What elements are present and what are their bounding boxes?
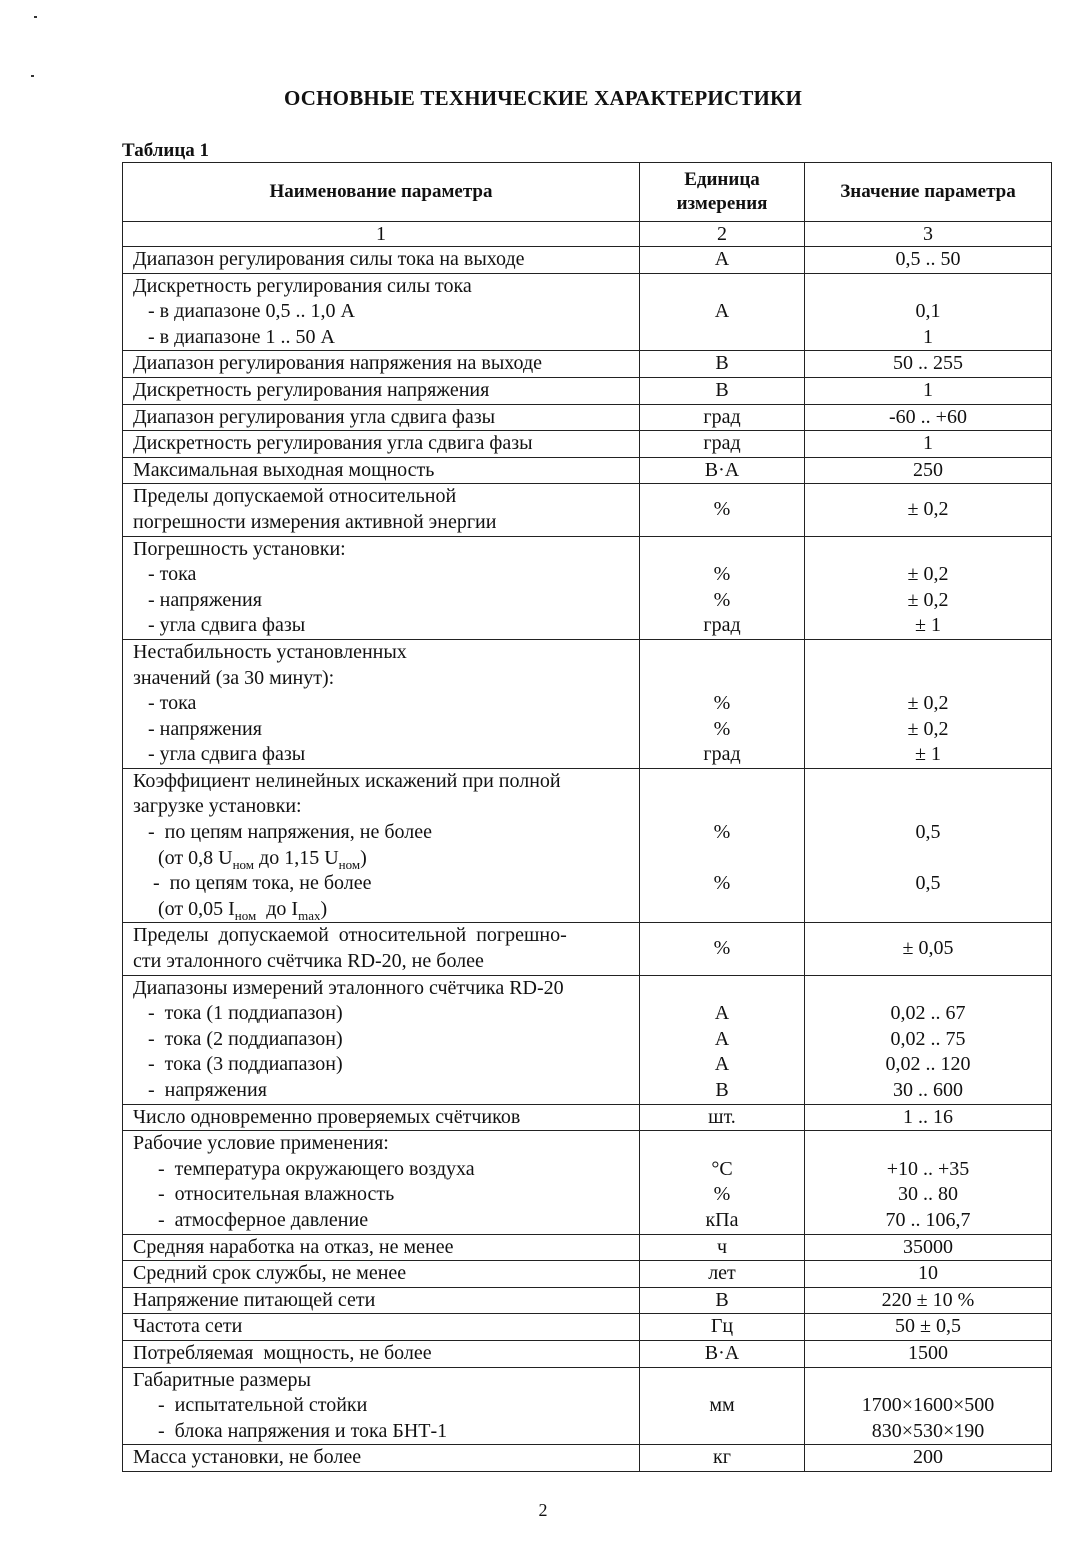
parameter-cell bbox=[123, 431, 640, 458]
scan-speck bbox=[34, 16, 37, 18]
value-line bbox=[815, 1368, 1041, 1394]
parameter-line: Средний срок службы, не менее bbox=[133, 1262, 407, 1285]
unit-line: кг bbox=[713, 1446, 731, 1469]
value-cell bbox=[805, 247, 1052, 274]
unit-line: мм bbox=[709, 1394, 735, 1417]
unit-line bbox=[650, 640, 794, 666]
unit-cell bbox=[640, 1340, 805, 1367]
table-row bbox=[123, 1131, 1052, 1234]
unit-line: шт. bbox=[708, 1105, 736, 1128]
parameter-cell bbox=[123, 536, 640, 639]
parameter-line: Диапазоны измерений эталонного счётчика RD-20 bbox=[133, 976, 564, 999]
header-value: Значение параметра bbox=[805, 163, 1052, 222]
value-line: ± 0,05 bbox=[902, 937, 954, 960]
value-line bbox=[815, 976, 1041, 1002]
value-cell bbox=[805, 768, 1052, 923]
parameter-cell bbox=[123, 1131, 640, 1234]
unit-line bbox=[650, 794, 794, 820]
table-row bbox=[123, 639, 1052, 768]
table-row bbox=[123, 1314, 1052, 1341]
parameter-line: Дискретность регулирования напряжения bbox=[133, 378, 490, 401]
unit-line: А bbox=[714, 1053, 730, 1076]
unit-cell bbox=[640, 1261, 805, 1288]
table-row bbox=[123, 377, 1052, 404]
parameter-line: (от 0,8 $U_{ном}$ до 1,15 $U_{ном}$) bbox=[133, 846, 367, 872]
unit-cell bbox=[640, 431, 805, 458]
value-line: ± 1 bbox=[915, 614, 941, 637]
unit-line: °С bbox=[711, 1157, 733, 1180]
table-row bbox=[123, 484, 1052, 536]
parameter-line: Коэффициент нелинейных искажений при полной bbox=[133, 769, 561, 792]
unit-cell bbox=[640, 923, 805, 975]
column-number: 1 bbox=[123, 222, 640, 247]
unit-line: % bbox=[713, 563, 731, 586]
table-row bbox=[123, 1367, 1052, 1445]
parameter-line: погрешности измерения активной энергии bbox=[133, 510, 497, 533]
table-row bbox=[123, 351, 1052, 378]
unit-line: А bbox=[714, 1002, 730, 1025]
value-line: 30 .. 600 bbox=[893, 1079, 963, 1101]
parameter-line: загрузке установки: bbox=[133, 795, 302, 818]
page-title: ОСНОВНЫЕ ТЕХНИЧЕСКИЕ ХАРАКТЕРИСТИКИ bbox=[283, 86, 802, 110]
column-number-row bbox=[123, 222, 1052, 247]
table-row bbox=[123, 975, 1052, 1104]
value-cell bbox=[805, 351, 1052, 378]
value-line: 35000 bbox=[903, 1235, 953, 1258]
unit-line: град bbox=[703, 614, 741, 637]
table-row bbox=[123, 404, 1052, 431]
unit-cell bbox=[640, 484, 805, 536]
table-row bbox=[123, 431, 1052, 458]
parameter-line: - тока (2 поддиапазон) bbox=[133, 1027, 343, 1050]
unit-line: кПа bbox=[705, 1208, 739, 1231]
unit-cell bbox=[640, 1287, 805, 1314]
value-line bbox=[815, 846, 1041, 872]
unit-line: % bbox=[713, 1183, 731, 1206]
header-unit bbox=[640, 163, 805, 222]
parameter-cell bbox=[123, 1314, 640, 1341]
parameter-cell bbox=[123, 273, 640, 351]
parameter-line: - тока bbox=[133, 563, 197, 586]
value-line bbox=[815, 537, 1041, 563]
unit-cell bbox=[640, 1234, 805, 1261]
unit-line bbox=[650, 897, 794, 923]
parameter-line: значений (за 30 минут): bbox=[133, 666, 335, 689]
parameter-line: Пределы допускаемой относительной bbox=[133, 485, 457, 508]
unit-line bbox=[650, 666, 794, 692]
value-line: 50 .. 255 bbox=[893, 352, 963, 375]
value-cell bbox=[805, 1367, 1052, 1445]
value-cell bbox=[805, 1104, 1052, 1131]
parameter-cell bbox=[123, 1367, 640, 1445]
parameter-cell bbox=[123, 1104, 640, 1131]
unit-line bbox=[650, 976, 794, 1002]
unit-line bbox=[650, 769, 794, 795]
parameter-line: Максимальная выходная мощность bbox=[133, 458, 435, 481]
unit-line: % bbox=[713, 588, 731, 611]
parameter-cell bbox=[123, 1261, 640, 1288]
spec-table bbox=[122, 162, 1052, 1472]
value-line: 250 bbox=[913, 458, 943, 481]
value-cell bbox=[805, 404, 1052, 431]
value-cell bbox=[805, 1445, 1052, 1472]
parameter-line: Число одновременно проверяемых счётчиков bbox=[133, 1105, 521, 1128]
parameter-line: Средняя наработка на отказ, не менее bbox=[133, 1235, 454, 1258]
parameter-cell bbox=[123, 247, 640, 274]
header-unit-line: измерения bbox=[676, 193, 768, 214]
parameter-cell bbox=[123, 351, 640, 378]
unit-line: Гц bbox=[710, 1315, 734, 1338]
value-cell bbox=[805, 975, 1052, 1104]
value-cell bbox=[805, 1261, 1052, 1288]
value-line bbox=[815, 666, 1041, 692]
parameter-cell bbox=[123, 404, 640, 431]
unit-line: А bbox=[714, 248, 730, 270]
unit-line: % bbox=[713, 937, 731, 960]
parameter-cell bbox=[123, 457, 640, 484]
parameter-line: Диапазон регулирования угла сдвига фазы bbox=[133, 405, 496, 428]
value-line bbox=[815, 640, 1041, 666]
table-row bbox=[123, 457, 1052, 484]
value-line: 0,5 bbox=[915, 872, 941, 895]
unit-line bbox=[650, 1419, 794, 1445]
parameter-line: - напряжения bbox=[133, 1079, 267, 1101]
value-cell bbox=[805, 536, 1052, 639]
value-line: 1700×1600×500 bbox=[861, 1394, 995, 1417]
value-cell bbox=[805, 431, 1052, 458]
unit-line bbox=[650, 1368, 794, 1394]
parameter-line: Дискретность регулирования силы тока bbox=[133, 274, 472, 297]
unit-line: лет bbox=[708, 1262, 736, 1285]
unit-cell bbox=[640, 377, 805, 404]
parameter-line: - блока напряжения и тока БНТ-1 bbox=[133, 1419, 448, 1442]
parameter-line: (от 0,05 $I_{ном}$ до $I_{max}$) bbox=[133, 897, 328, 923]
parameter-cell bbox=[123, 484, 640, 536]
value-line bbox=[815, 769, 1041, 795]
unit-line bbox=[650, 1131, 794, 1157]
value-line: 0,5 .. 50 bbox=[895, 248, 961, 270]
page-number: 2 bbox=[538, 1500, 548, 1520]
value-cell bbox=[805, 1314, 1052, 1341]
parameter-line: Погрешность установки: bbox=[133, 537, 346, 560]
value-line bbox=[815, 274, 1041, 300]
value-line: +10 .. +35 bbox=[886, 1157, 970, 1180]
table-row bbox=[123, 273, 1052, 351]
parameter-line: - напряжения bbox=[133, 588, 262, 611]
parameter-cell bbox=[123, 923, 640, 975]
table-row bbox=[123, 1234, 1052, 1261]
parameter-line: Нестабильность установленных bbox=[133, 640, 407, 663]
parameter-line: Потребляемая мощность, не более bbox=[133, 1341, 432, 1364]
parameter-cell bbox=[123, 1287, 640, 1314]
unit-cell bbox=[640, 1445, 805, 1472]
parameter-line: - тока bbox=[133, 692, 197, 715]
header-unit-line: Единица bbox=[684, 169, 760, 190]
parameter-cell bbox=[123, 975, 640, 1104]
parameter-line: - по цепям напряжения, не более bbox=[133, 821, 432, 844]
table-caption: Таблица 1 bbox=[122, 140, 210, 161]
unit-line bbox=[650, 537, 794, 563]
unit-cell bbox=[640, 404, 805, 431]
unit-cell bbox=[640, 1367, 805, 1445]
value-line: ± 0,2 bbox=[907, 588, 949, 611]
value-line: 200 bbox=[913, 1446, 943, 1469]
parameter-line: - в диапазоне 0,5 .. 1,0 А bbox=[133, 300, 355, 323]
parameter-line: сти эталонного счётчика RD-20, не более bbox=[133, 950, 484, 973]
value-line: 830×530×190 bbox=[871, 1419, 985, 1442]
unit-line: ч bbox=[716, 1235, 728, 1258]
value-cell bbox=[805, 273, 1052, 351]
scan-speck bbox=[31, 75, 34, 77]
value-line: ± 0,2 bbox=[907, 498, 949, 521]
unit-cell bbox=[640, 1314, 805, 1341]
value-line: 10 bbox=[918, 1262, 938, 1285]
unit-line: % bbox=[713, 692, 731, 715]
unit-line: % bbox=[713, 821, 731, 844]
value-line bbox=[815, 897, 1041, 923]
parameter-line: Напряжение питающей сети bbox=[133, 1288, 376, 1311]
parameter-line: - относительная влажность bbox=[133, 1183, 395, 1206]
parameter-cell bbox=[123, 768, 640, 923]
unit-cell bbox=[640, 768, 805, 923]
parameter-line: - напряжения bbox=[133, 717, 262, 740]
header-parameter: Наименование параметра bbox=[123, 163, 640, 222]
unit-line: А bbox=[714, 300, 730, 323]
value-line: 1 bbox=[923, 325, 933, 348]
parameter-cell bbox=[123, 639, 640, 768]
unit-line: В·А bbox=[704, 458, 740, 481]
value-line: 1 .. 16 bbox=[903, 1105, 953, 1128]
table-row bbox=[123, 1261, 1052, 1288]
table-row bbox=[123, 923, 1052, 975]
parameter-line: - температура окружающего воздуха bbox=[133, 1157, 475, 1180]
unit-line: В bbox=[715, 352, 729, 375]
column-number: 2 bbox=[640, 222, 805, 247]
value-line: 1 bbox=[923, 432, 933, 455]
parameter-line: Диапазон регулирования напряжения на выходе bbox=[133, 352, 543, 375]
unit-line bbox=[650, 846, 794, 872]
column-number: 3 bbox=[805, 222, 1052, 247]
table-row bbox=[123, 536, 1052, 639]
parameter-line: Пределы допускаемой относительной погрешно- bbox=[133, 924, 567, 947]
parameter-cell bbox=[123, 1445, 640, 1472]
parameter-line: Диапазон регулирования силы тока на выходе bbox=[133, 248, 525, 270]
unit-line: град bbox=[703, 432, 741, 455]
value-line: 0,5 bbox=[915, 821, 941, 844]
parameter-line: - угла сдвига фазы bbox=[133, 614, 306, 637]
unit-line: % bbox=[713, 498, 731, 521]
parameter-line: - тока (1 поддиапазон) bbox=[133, 1002, 343, 1025]
value-cell bbox=[805, 484, 1052, 536]
value-line bbox=[815, 794, 1041, 820]
parameter-line: - по цепям тока, не более bbox=[133, 872, 372, 895]
value-line: 0,02 .. 67 bbox=[890, 1002, 966, 1025]
unit-line: В bbox=[715, 1288, 729, 1311]
value-line: ± 0,2 bbox=[907, 692, 949, 715]
parameter-line: - испытательной стойки bbox=[133, 1394, 368, 1417]
parameter-line: Габаритные размеры bbox=[133, 1368, 311, 1391]
unit-line: град bbox=[703, 743, 741, 766]
unit-line: град bbox=[703, 405, 741, 428]
unit-line bbox=[650, 325, 794, 351]
table-row bbox=[123, 1104, 1052, 1131]
unit-cell bbox=[640, 1131, 805, 1234]
unit-line: В bbox=[715, 1079, 729, 1101]
unit-line: % bbox=[713, 872, 731, 895]
unit-cell bbox=[640, 639, 805, 768]
unit-cell bbox=[640, 247, 805, 274]
unit-line: В·А bbox=[704, 1341, 740, 1364]
value-cell bbox=[805, 639, 1052, 768]
value-cell bbox=[805, 1131, 1052, 1234]
unit-cell bbox=[640, 975, 805, 1104]
value-line: 1 bbox=[923, 378, 933, 401]
parameter-cell bbox=[123, 1234, 640, 1261]
table-row bbox=[123, 1287, 1052, 1314]
value-cell bbox=[805, 457, 1052, 484]
table-row bbox=[123, 1445, 1052, 1472]
parameter-line: - тока (3 поддиапазон) bbox=[133, 1053, 343, 1076]
unit-line: А bbox=[714, 1027, 730, 1050]
value-cell bbox=[805, 1287, 1052, 1314]
unit-cell bbox=[640, 273, 805, 351]
value-line: 0,02 .. 120 bbox=[885, 1053, 971, 1076]
table-row bbox=[123, 247, 1052, 274]
unit-cell bbox=[640, 351, 805, 378]
parameter-line: - угла сдвига фазы bbox=[133, 743, 306, 766]
unit-cell bbox=[640, 536, 805, 639]
value-line: 220 ± 10 % bbox=[881, 1288, 975, 1311]
value-line: 50 ± 0,5 bbox=[895, 1315, 961, 1338]
table-row bbox=[123, 1340, 1052, 1367]
value-line: ± 0,2 bbox=[907, 717, 949, 740]
value-cell bbox=[805, 377, 1052, 404]
value-line: ± 0,2 bbox=[907, 563, 949, 586]
parameter-line: Частота сети bbox=[133, 1315, 243, 1338]
value-line: 0,1 bbox=[915, 300, 941, 323]
value-cell bbox=[805, 1340, 1052, 1367]
table-header-row bbox=[123, 163, 1052, 222]
value-line bbox=[815, 1131, 1041, 1157]
value-cell bbox=[805, 923, 1052, 975]
parameter-line: Масса установки, не более bbox=[133, 1446, 362, 1469]
unit-line bbox=[650, 274, 794, 300]
unit-cell bbox=[640, 1104, 805, 1131]
table-row bbox=[123, 768, 1052, 923]
value-cell bbox=[805, 1234, 1052, 1261]
unit-line: % bbox=[713, 717, 731, 740]
value-line: 70 .. 106,7 bbox=[885, 1208, 971, 1231]
value-line: -60 .. +60 bbox=[889, 405, 967, 428]
value-line: 1500 bbox=[908, 1341, 948, 1364]
parameter-line: Дискретность регулирования угла сдвига фазы bbox=[133, 432, 533, 455]
value-line: 30 .. 80 bbox=[898, 1183, 958, 1206]
value-line: 0,02 .. 75 bbox=[890, 1027, 966, 1050]
unit-cell bbox=[640, 457, 805, 484]
value-line: ± 1 bbox=[915, 743, 941, 766]
parameter-line: - атмосферное давление bbox=[133, 1208, 369, 1231]
parameter-line: Рабочие условие применения: bbox=[133, 1132, 389, 1155]
parameter-cell bbox=[123, 1340, 640, 1367]
unit-line: В bbox=[715, 378, 729, 401]
parameter-cell bbox=[123, 377, 640, 404]
parameter-line: - в диапазоне 1 .. 50 А bbox=[133, 325, 335, 348]
